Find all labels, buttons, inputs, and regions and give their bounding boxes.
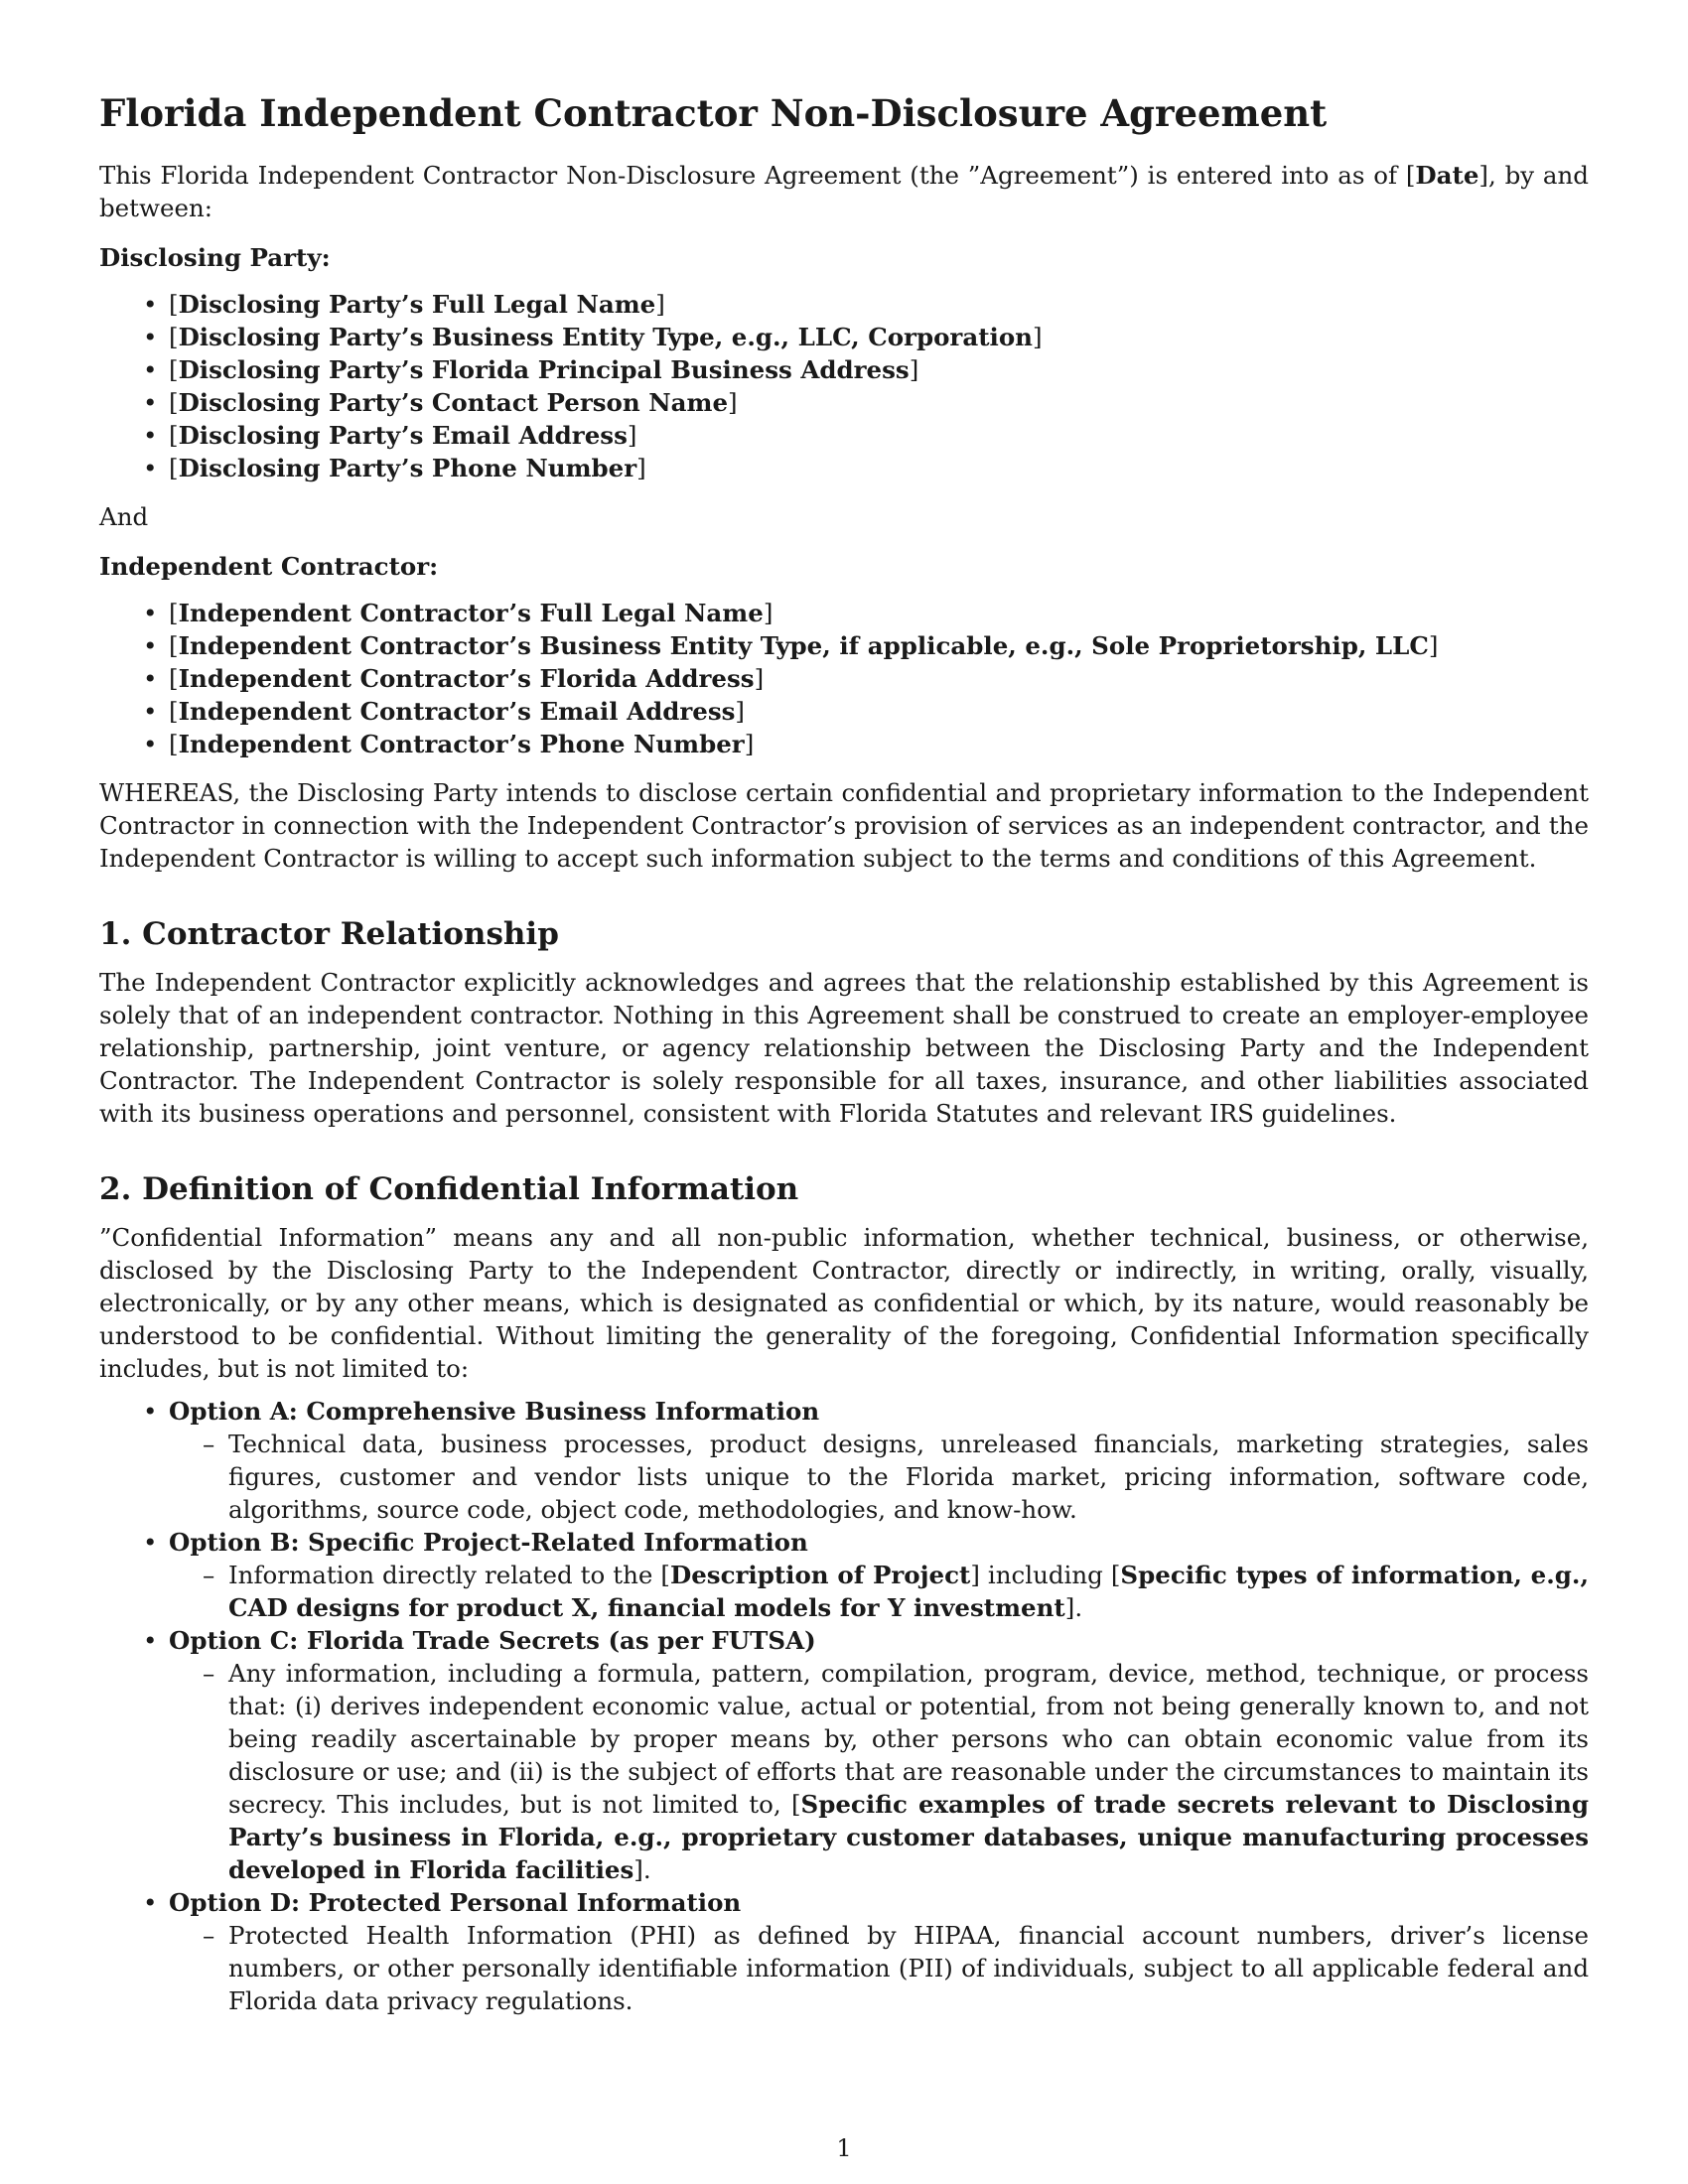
option-c-text: – Any information, including a formula, pattern, compilation, program, device, method, technique, or process that: (i) derives independent economic value, actual or potential, from not being generally known to, and not being readily ascertainable by proper means by, other persons who can obtain economic value from its disclosure or use; and (ii) is the subject of efforts that are reasonable under the circumstances to maintain its secrecy. This includes, but is not limited to, [Specific examples of trade secrets relevant to Disclosing Party’s business in Florida, e.g., proprietary customer databases, unique manufacturing processes developed in Florida facilities]. bbox=[228, 1657, 1589, 1886]
confidential-info-options bbox=[99, 1395, 1589, 2017]
list-item: • [Independent Contractor’s Florida Address] bbox=[169, 662, 1589, 695]
section-1-body: The Independent Contractor explicitly acknowledges and agrees that the relationship established by this Agreement is solely that of an independent contractor. Nothing in this Agreement shall be construed to create an employer-employee relationship, partnership, joint venture, or agency relationship between the Disclosing Party and the Independent Contractor. The Independent Contractor is solely responsible for all taxes, insurance, and other liabilities associated with its business operations and personnel, consistent with Florida Statutes and relevant IRS guidelines. bbox=[99, 968, 1589, 1128]
trade-secrets-placeholder: Specific examples of trade secrets relevant to Disclosing Party’s business in Florida, e.g., proprietary customer databases, unique manufacturing processes developed in Florida facilities bbox=[228, 1790, 1589, 1884]
section-1-heading: 1. Contractor Relationship bbox=[99, 916, 559, 952]
independent-contractor-label: Independent Contractor: bbox=[99, 552, 439, 581]
independent-contractor-list bbox=[99, 597, 1589, 760]
document-page bbox=[99, 77, 1589, 2017]
option-b-text: – Information directly related to the [Description of Project] including [Specific types of information, e.g., CAD designs for product X, financial models for Y investment]. bbox=[228, 1559, 1589, 1624]
whereas-paragraph: WHEREAS, the Disclosing Party intends to disclose certain confidential and proprietary information to the Independent Contractor in connection with the Independent Contractor’s provision of services as an independent contractor, and the Independent Contractor is willing to accept such information subject to the terms and conditions of this Agreement. bbox=[99, 778, 1589, 873]
intro-text-after: , by and between: bbox=[99, 161, 1589, 222]
list-item: • [Independent Contractor’s Email Address] bbox=[169, 695, 1589, 728]
info-types-placeholder: Specific types of information, e.g., CAD designs for product X, financial models for Y investment bbox=[228, 1561, 1589, 1622]
intro-text-before: This Florida Independent Contractor Non-Disclosure Agreement (the ”Agreement”) is entered into as of bbox=[99, 161, 1406, 190]
and-text: And bbox=[99, 502, 149, 531]
list-item: • [Disclosing Party’s Email Address] bbox=[169, 419, 1589, 452]
list-item: • [Disclosing Party’s Contact Person Name] bbox=[169, 386, 1589, 419]
disclosing-party-list bbox=[99, 288, 1589, 484]
option-c bbox=[169, 1624, 1589, 1886]
option-a-title: • Option A: Comprehensive Business Information bbox=[169, 1397, 820, 1426]
intro-paragraph bbox=[99, 159, 1589, 224]
list-item: • [Independent Contractor’s Phone Number] bbox=[169, 728, 1589, 760]
date-placeholder: [Date] bbox=[1405, 161, 1488, 190]
document-title: Florida Independent Contractor Non-Disclosure Agreement bbox=[99, 91, 1328, 135]
list-item: • [Independent Contractor’s Full Legal Name] bbox=[169, 597, 1589, 629]
list-item: • [Disclosing Party’s Full Legal Name] bbox=[169, 288, 1589, 321]
page-number: 1 bbox=[836, 2134, 852, 2162]
option-d-text: – Protected Health Information (PHI) as defined by HIPAA, financial account numbers, driver’s license numbers, or other personally identifiable information (PII) of individuals, subject to all applicable federal and Florida data privacy regulations. bbox=[228, 1919, 1589, 2017]
option-a-text: – Technical data, business processes, product designs, unreleased financials, marketing strategies, sales figures, customer and vendor lists unique to the Florida market, pricing information, software code, algorithms, source code, object code, methodologies, and know-how. bbox=[228, 1428, 1589, 1526]
option-b-title: • Option B: Specific Project-Related Information bbox=[169, 1528, 808, 1557]
section-2-body: ”Confidential Information” means any and all non-public information, whether technical, business, or otherwise, disclosed by the Disclosing Party to the Independent Contractor, directly or indirectly, in writing, orally, visually, electronically, or by any other means, which is designated as confidential or which, by its nature, would reasonably be understood to be confidential. Without limiting the generality of the foregoing, Confidential Information specifically includes, but is not limited to: bbox=[99, 1223, 1589, 1383]
option-c-title: • Option C: Florida Trade Secrets (as per FUTSA) bbox=[169, 1626, 816, 1655]
option-d bbox=[169, 1886, 1589, 2017]
option-b bbox=[169, 1526, 1589, 1624]
option-d-title: • Option D: Protected Personal Information bbox=[169, 1888, 742, 1917]
list-item: • [Independent Contractor’s Business Entity Type, if applicable, e.g., Sole Proprietorship, LLC] bbox=[169, 629, 1589, 662]
list-item: • [Disclosing Party’s Florida Principal Business Address] bbox=[169, 353, 1589, 386]
project-placeholder: Description of Project bbox=[669, 1561, 971, 1589]
list-item: • [Disclosing Party’s Business Entity Type, e.g., LLC, Corporation] bbox=[169, 321, 1589, 353]
list-item: • [Disclosing Party’s Phone Number] bbox=[169, 452, 1589, 484]
section-2-heading: 2. Definition of Confidential Information bbox=[99, 1171, 799, 1207]
option-a bbox=[169, 1395, 1589, 1526]
disclosing-party-label: Disclosing Party: bbox=[99, 243, 331, 272]
